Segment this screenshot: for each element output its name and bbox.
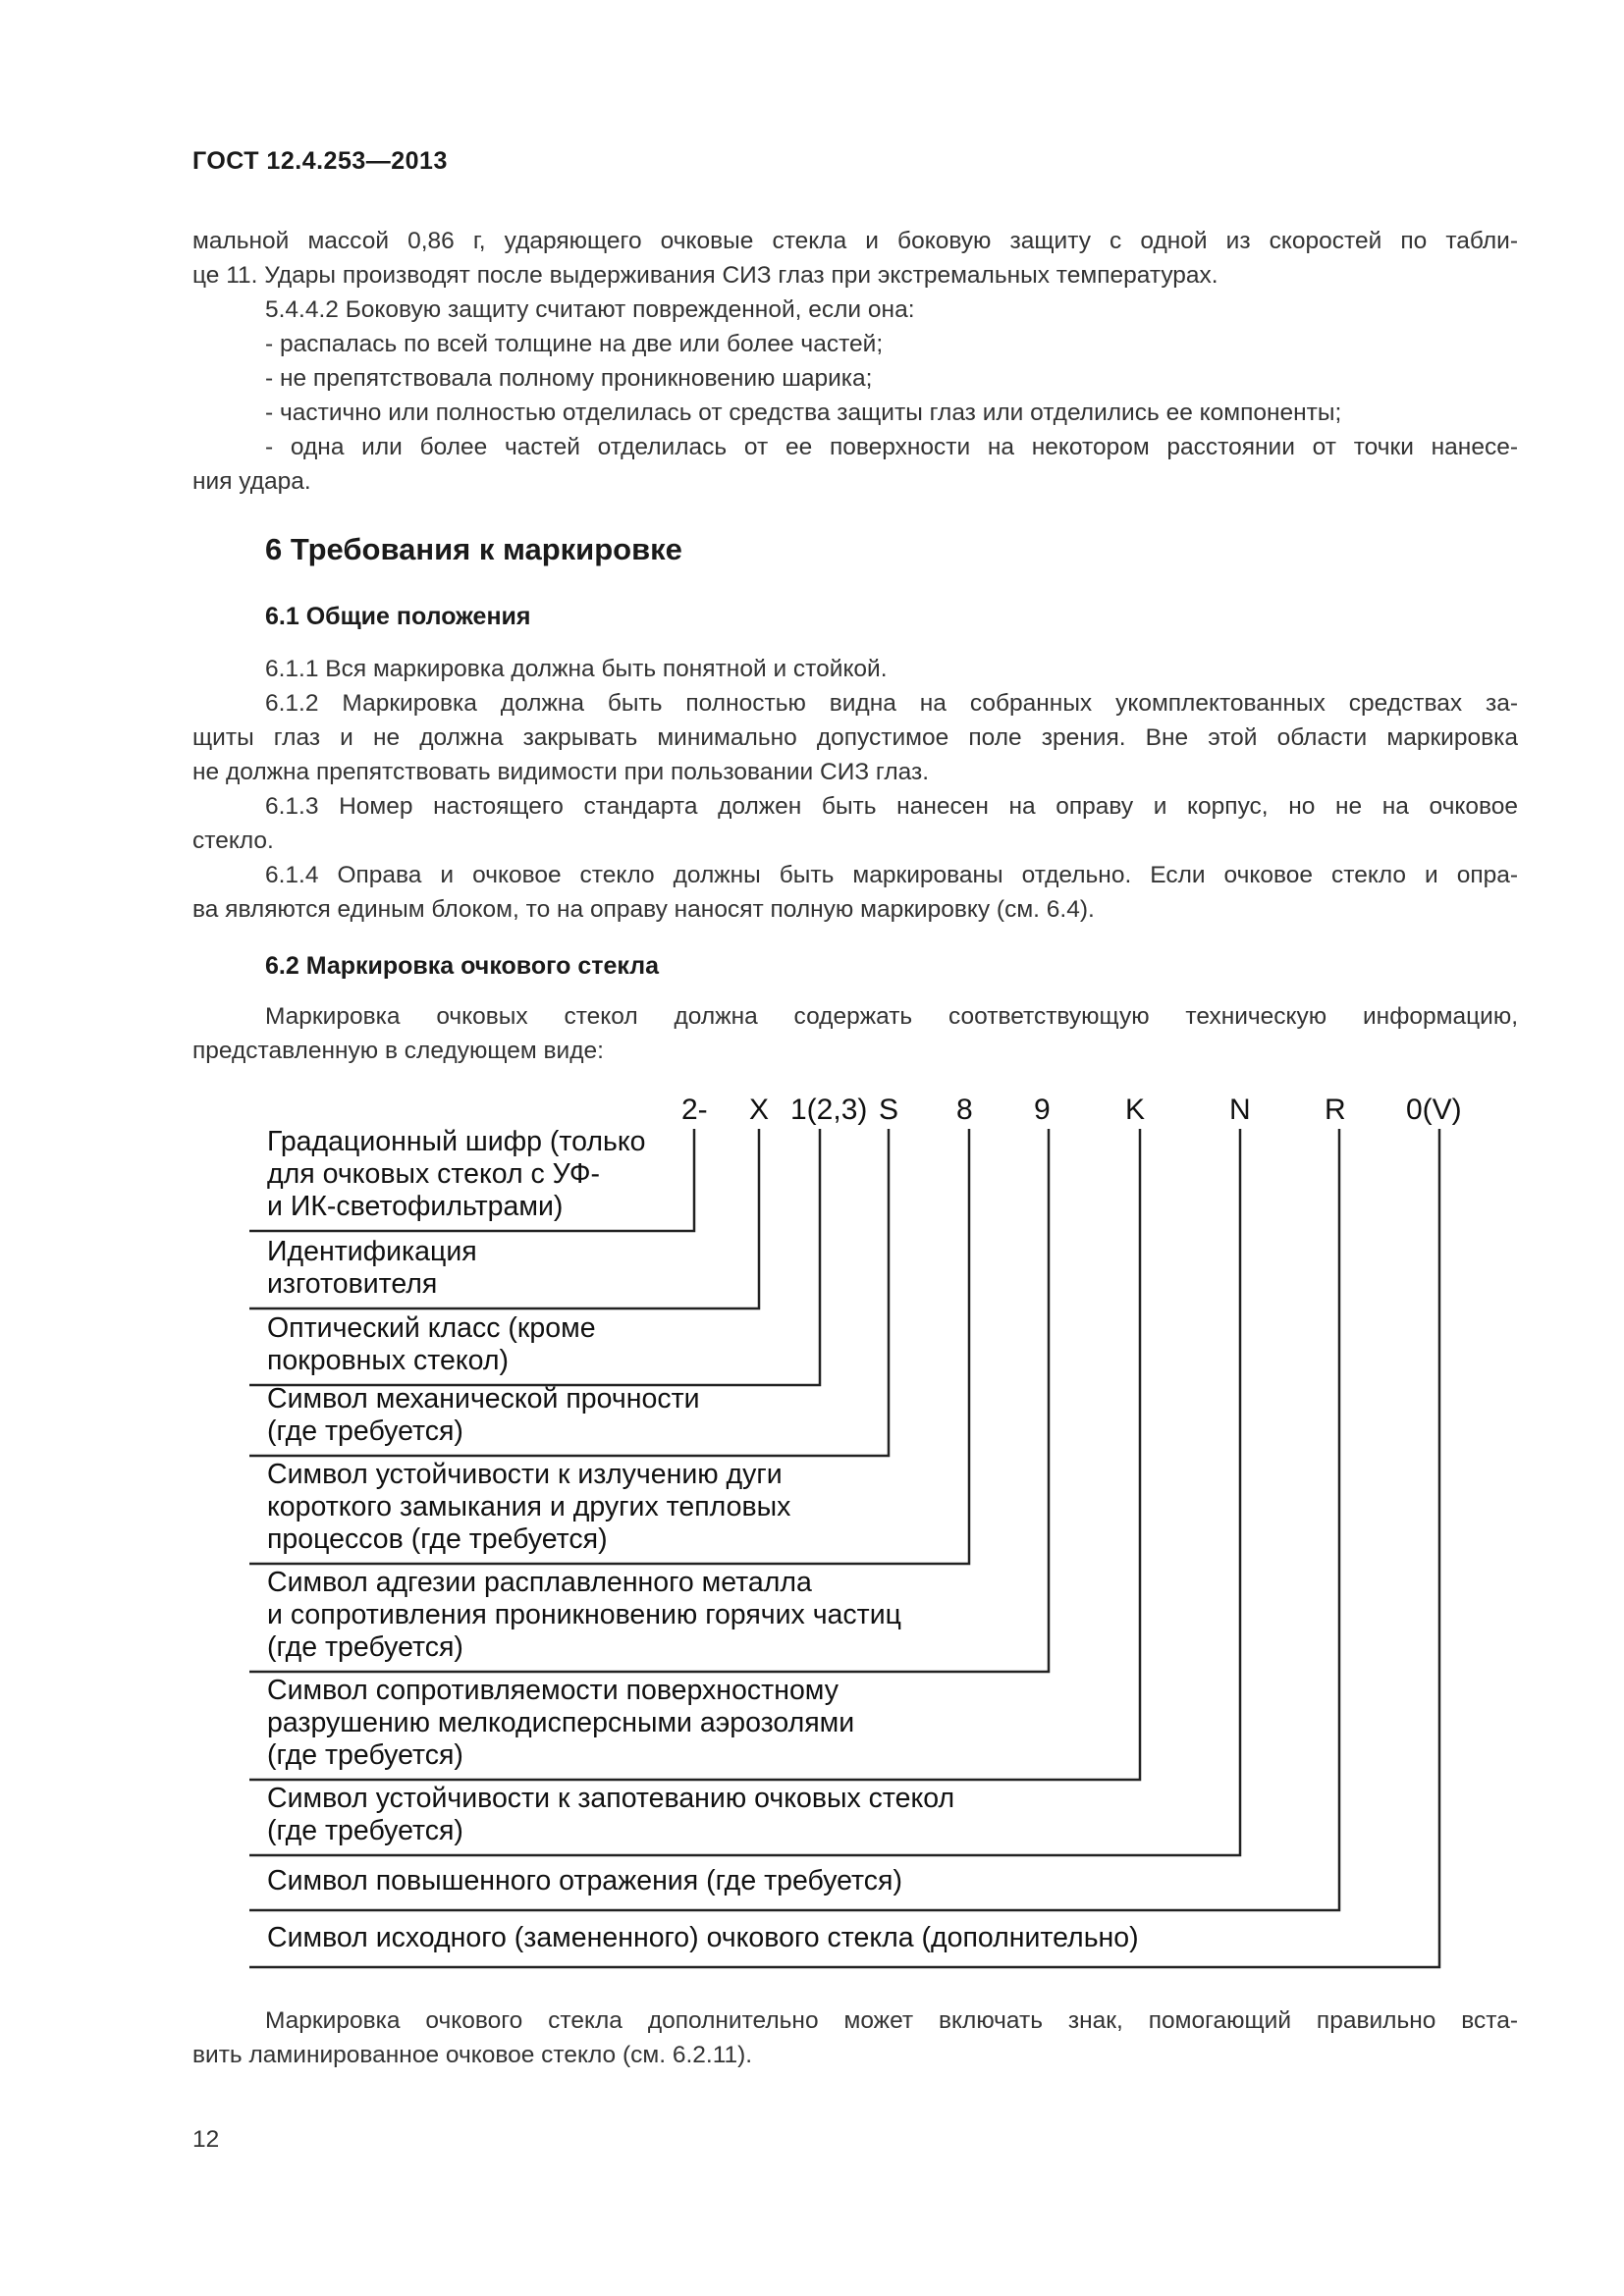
description-manufacturer xyxy=(267,1236,477,1300)
description-line: и ИК-светофильтрами) xyxy=(267,1191,564,1222)
description-line: (где требуется) xyxy=(267,1815,463,1846)
section-6-heading: 6 Требования к маркировке xyxy=(265,532,682,566)
closing-text xyxy=(192,2003,1518,2072)
description-arc-resistance xyxy=(267,1459,790,1555)
description-line: изготовителя xyxy=(267,1268,438,1300)
list-item: - распалась по всей толщине на две или более частей; xyxy=(265,331,884,357)
page-number: 12 xyxy=(192,2126,220,2153)
description-line: Идентификация xyxy=(267,1236,477,1267)
description-line: (где требуется) xyxy=(267,1415,463,1447)
code-reflection: R xyxy=(1325,1094,1346,1126)
description-line: Оптический класс (кроме xyxy=(267,1312,596,1344)
list-item: - частично или полностью отделилась от средства защиты глаз или отделились ее компоненты; xyxy=(265,400,1342,426)
description-line: для очковых стекол с УФ- xyxy=(267,1158,600,1190)
description-molten-metal xyxy=(267,1567,901,1663)
code-anti-fog: N xyxy=(1229,1094,1251,1126)
description-surface-damage xyxy=(267,1675,854,1771)
clause-6-1-1: 6.1.1 Вся маркировка должна быть понятной и стойкой. xyxy=(265,656,888,682)
text-line: ва являются единым блоком, то на оправу наносят полную маркировку (см. 6.4). xyxy=(192,896,1095,923)
text-line: мальной массой 0,86 г, ударяющего очковые стекла и боковую защиту с одной из скоростей по табли- xyxy=(192,228,1518,254)
code-molten-metal: 9 xyxy=(1034,1094,1051,1126)
list-item: - одна или более частей отделилась от ее поверхности на некотором расстоянии от точки нанесе- xyxy=(265,434,1518,460)
description-reflection xyxy=(267,1865,902,1896)
code-optical-class: 1(2,3) xyxy=(790,1094,868,1126)
text-line: представленную в следующем виде: xyxy=(192,1038,604,1064)
description-optical-class xyxy=(267,1312,596,1376)
description-original-lens xyxy=(267,1922,1139,1953)
description-grade xyxy=(267,1126,645,1222)
text-line: Маркировка очкового стекла дополнительно может включать знак, помогающий правильно вста- xyxy=(265,2007,1518,2034)
code-original-lens: 0(V) xyxy=(1406,1094,1462,1126)
code-arc-resistance: 8 xyxy=(956,1094,973,1126)
list-item: - не препятствовала полному проникновению шарика; xyxy=(265,365,873,392)
text-line: не должна препятствовать видимости при пользовании СИЗ глаз. xyxy=(192,759,930,785)
description-line: Символ устойчивости к запотеванию очковых стекол xyxy=(267,1783,955,1814)
description-line: Символ адгезии расплавленного металла xyxy=(267,1567,812,1598)
text-line: це 11. Удары производят после выдерживания СИЗ глаз при экстремальных температурах. xyxy=(192,262,1218,289)
code-grade: 2- xyxy=(681,1094,708,1126)
code-mechanical-strength: S xyxy=(879,1094,899,1126)
text-line: ния удара. xyxy=(192,468,311,495)
description-line: Символ механической прочности xyxy=(267,1383,700,1415)
description-line: Символ устойчивости к излучению дуги xyxy=(267,1459,783,1490)
description-line: Символ исходного (замененного) очкового стекла (дополнительно) xyxy=(267,1922,1139,1953)
section-6-2-heading: 6.2 Маркировка очкового стекла xyxy=(265,952,660,980)
code-row xyxy=(681,1094,1462,1126)
description-line: разрушению мелкодисперсными аэрозолями xyxy=(267,1707,855,1738)
clause-6-1-4: 6.1.4 Оправа и очковое стекло должны быть маркированы отдельно. Если очковое стекло и опра- xyxy=(265,862,1518,888)
text-line: Маркировка очковых стекол должна содержать соответствующую техническую информацию, xyxy=(265,1003,1518,1030)
text-line: щиты глаз и не должна закрывать минимально допустимое поле зрения. Вне этой области маркировка xyxy=(192,724,1518,751)
description-line: и сопротивления проникновению горячих частиц xyxy=(267,1599,901,1630)
code-manufacturer: X xyxy=(749,1094,770,1126)
code-descriptions xyxy=(267,1126,1139,1953)
text-line: вить ламинированное очковое стекло (см. 6.2.11). xyxy=(192,2042,753,2068)
clause-5-4-4-2: 5.4.4.2 Боковую защиту считают поврежденной, если она: xyxy=(265,296,915,323)
code-surface-damage: K xyxy=(1125,1094,1146,1126)
section-6-1-heading: 6.1 Общие положения xyxy=(265,603,531,630)
description-mechanical-strength xyxy=(267,1383,700,1447)
description-line: покровных стекол) xyxy=(267,1345,509,1376)
text-line: стекло. xyxy=(192,828,274,854)
description-line: Градационный шифр (только xyxy=(267,1126,646,1157)
clause-6-1-2: 6.1.2 Маркировка должна быть полностью видна на собранных укомплектованных средствах за- xyxy=(265,690,1518,717)
description-line: (где требуется) xyxy=(267,1631,463,1663)
page-header: ГОСТ 12.4.253—2013 xyxy=(192,147,448,175)
description-line: короткого замыкания и других тепловых xyxy=(267,1491,791,1522)
description-line: Символ повышенного отражения (где требуется) xyxy=(267,1865,902,1896)
clause-6-1-3: 6.1.3 Номер настоящего стандарта должен быть нанесен на оправу и корпус, но не на очковое xyxy=(265,793,1518,820)
description-line: (где требуется) xyxy=(267,1739,463,1771)
description-line: Символ сопротивляемости поверхностному xyxy=(267,1675,839,1706)
description-anti-fog xyxy=(267,1783,954,1846)
description-line: процессов (где требуется) xyxy=(267,1523,608,1555)
